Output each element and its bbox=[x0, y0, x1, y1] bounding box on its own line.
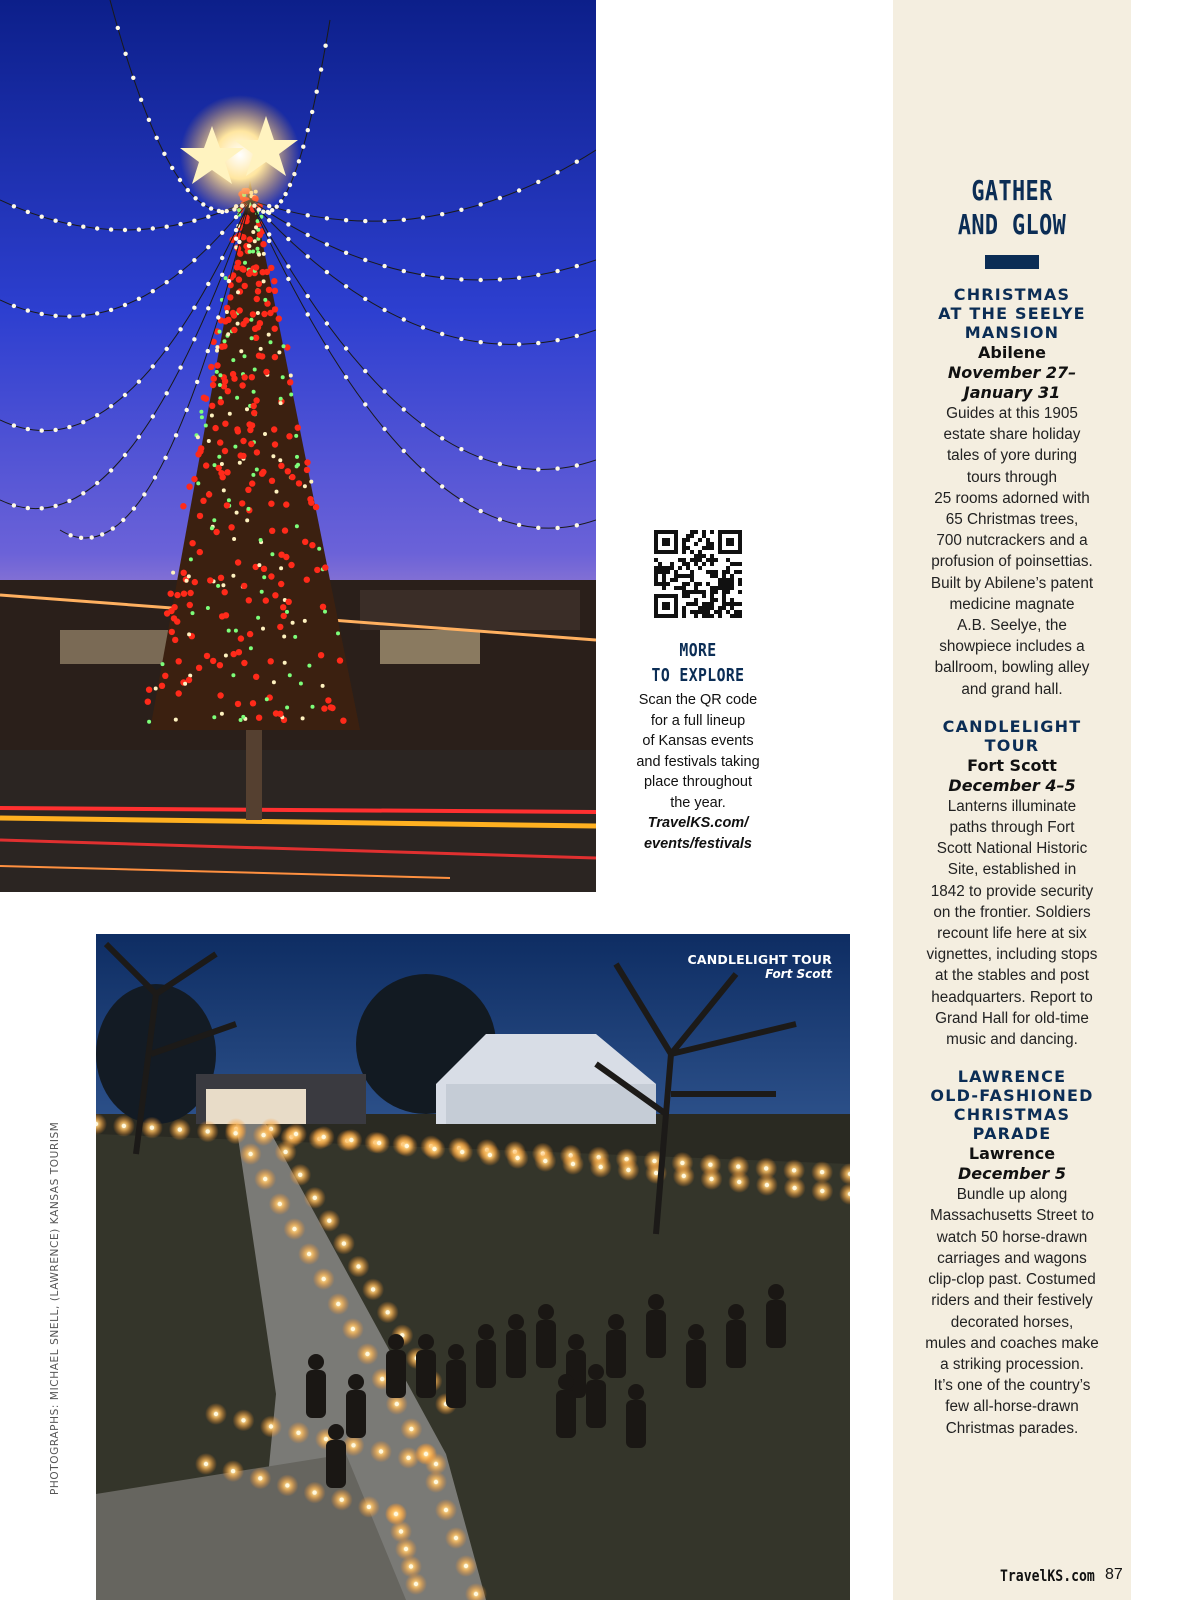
desc-line: watch 50 horse-drawn bbox=[936, 1228, 1088, 1246]
desc-line: clip-clop past. Costumed bbox=[928, 1271, 1096, 1289]
qr-body-line: for a full lineup bbox=[650, 712, 746, 729]
event-title-line: MANSION bbox=[964, 323, 1060, 342]
event-date-line: December 4–5 bbox=[948, 775, 1076, 795]
events-sidebar bbox=[893, 0, 1131, 1600]
desc-line: and grand hall. bbox=[961, 680, 1063, 698]
event-title bbox=[907, 285, 1117, 342]
event-title bbox=[907, 717, 1117, 755]
desc-line: 25 rooms adorned with bbox=[934, 489, 1090, 507]
sidebar-heading bbox=[930, 174, 1094, 242]
event-title-line: CANDLELIGHT bbox=[942, 716, 1082, 736]
desc-line: on the frontier. Soldiers bbox=[933, 903, 1091, 921]
event-title-line: CHRISTMAS bbox=[953, 1105, 1071, 1125]
event-date bbox=[907, 363, 1117, 403]
qr-title-line2: TO EXPLORE bbox=[651, 665, 745, 686]
event-title-line: AT THE SEELYE bbox=[938, 304, 1086, 323]
desc-line: Scott National Historic bbox=[936, 840, 1088, 858]
desc-line: Grand Hall for old-time bbox=[935, 1009, 1089, 1027]
event-date bbox=[907, 1164, 1117, 1184]
heading-rule bbox=[985, 255, 1039, 269]
desc-line: Built by Abilene’s patent bbox=[930, 574, 1094, 592]
event-title-line: CHRISTMAS bbox=[953, 285, 1071, 304]
desc-line: It’s one of the country’s bbox=[933, 1377, 1091, 1395]
desc-line: paths through Fort bbox=[949, 819, 1075, 837]
event-date bbox=[907, 776, 1117, 796]
event-date-line: January 31 bbox=[963, 383, 1061, 402]
desc-line: recount life here at six bbox=[937, 925, 1087, 943]
desc-line: 65 Christmas trees, bbox=[945, 511, 1079, 529]
desc-line: showpiece includes a bbox=[939, 638, 1085, 656]
qr-body-line: and festivals taking bbox=[636, 753, 760, 770]
events-link-line: TravelKS.com/ bbox=[647, 815, 749, 831]
photo-caption bbox=[687, 952, 832, 982]
desc-line: ballroom, bowling alley bbox=[934, 659, 1090, 677]
event-city: Abilene bbox=[978, 343, 1046, 362]
photo-credit: PHOTOGRAPHS: MICHAEL SNELL, (LAWRENCE) KANSAS TOURISM bbox=[49, 1121, 61, 1495]
desc-line: music and dancing. bbox=[946, 1031, 1078, 1049]
event-city: Fort Scott bbox=[967, 755, 1057, 775]
desc-line: estate share holiday bbox=[943, 426, 1081, 444]
desc-line: Guides at this 1905 bbox=[946, 405, 1078, 422]
event-title-line: TOUR bbox=[984, 735, 1040, 755]
qr-code-icon[interactable] bbox=[654, 530, 742, 618]
desc-line: Christmas parades. bbox=[945, 1419, 1079, 1437]
desc-line: carriages and wagons bbox=[937, 1249, 1087, 1267]
desc-line: profusion of poinsettias. bbox=[931, 553, 1093, 571]
sidebar-heading-line2: AND GLOW bbox=[957, 208, 1067, 241]
qr-body bbox=[610, 690, 786, 813]
footer-site[interactable]: TravelKS.com bbox=[1000, 1566, 1095, 1585]
desc-line: at the stables and post bbox=[935, 967, 1089, 985]
event-title-line: OLD-FASHIONED bbox=[930, 1086, 1094, 1106]
desc-line: medicine magnate bbox=[949, 595, 1075, 613]
event-date-line: December 5 bbox=[957, 1164, 1067, 1184]
event-lawrence-parade bbox=[907, 1067, 1117, 1438]
desc-line: few all-horse-drawn bbox=[945, 1398, 1079, 1416]
caption-title: CANDLELIGHT TOUR bbox=[687, 952, 832, 967]
qr-body-line: Scan the QR code bbox=[638, 692, 758, 708]
event-description bbox=[907, 796, 1117, 1050]
event-seelye-mansion bbox=[907, 285, 1117, 700]
sidebar-heading-line1: GATHER bbox=[971, 174, 1053, 207]
more-to-explore bbox=[610, 530, 786, 854]
desc-line: tales of yore during bbox=[946, 447, 1078, 465]
events-link[interactable] bbox=[610, 813, 786, 854]
events-link-line: events/festivals bbox=[643, 835, 752, 852]
desc-line: 1842 to provide security bbox=[930, 882, 1094, 900]
desc-line: Massachusetts Street to bbox=[929, 1207, 1095, 1225]
event-city: Lawrence bbox=[968, 1144, 1056, 1164]
desc-line: headquarters. Report to bbox=[931, 988, 1093, 1006]
event-description bbox=[907, 1184, 1117, 1438]
event-description bbox=[907, 403, 1117, 700]
event-title-line: LAWRENCE bbox=[957, 1067, 1067, 1087]
desc-line: riders and their festively bbox=[931, 1292, 1093, 1310]
desc-line: 700 nutcrackers and a bbox=[936, 532, 1088, 550]
qr-body-line: of Kansas events bbox=[642, 733, 754, 749]
page-number: 87 bbox=[1105, 1566, 1123, 1583]
qr-title-line1: MORE bbox=[679, 640, 717, 661]
event-date-line: November 27– bbox=[947, 363, 1077, 382]
desc-line: Site, established in bbox=[947, 861, 1077, 879]
desc-line: Lanterns illuminate bbox=[947, 797, 1077, 815]
desc-line: vignettes, including stops bbox=[926, 946, 1098, 964]
qr-body-line: the year. bbox=[670, 794, 726, 811]
event-candlelight-tour bbox=[907, 717, 1117, 1050]
desc-line: A.B. Seelye, the bbox=[957, 617, 1067, 635]
candlelight-tour-photo bbox=[96, 934, 850, 1600]
caption-location: Fort Scott bbox=[765, 967, 832, 981]
desc-line: Bundle up along bbox=[956, 1186, 1068, 1204]
qr-body-line: place throughout bbox=[643, 774, 753, 790]
desc-line: tours through bbox=[966, 468, 1058, 486]
event-title-line: PARADE bbox=[972, 1124, 1052, 1144]
desc-line: decorated horses, bbox=[950, 1313, 1074, 1331]
qr-title bbox=[626, 638, 770, 688]
desc-line: a striking procession. bbox=[940, 1355, 1084, 1373]
event-title bbox=[907, 1067, 1117, 1143]
christmas-tree-photo bbox=[0, 0, 596, 892]
desc-line: mules and coaches make bbox=[925, 1334, 1099, 1352]
page-footer bbox=[1000, 1566, 1130, 1586]
